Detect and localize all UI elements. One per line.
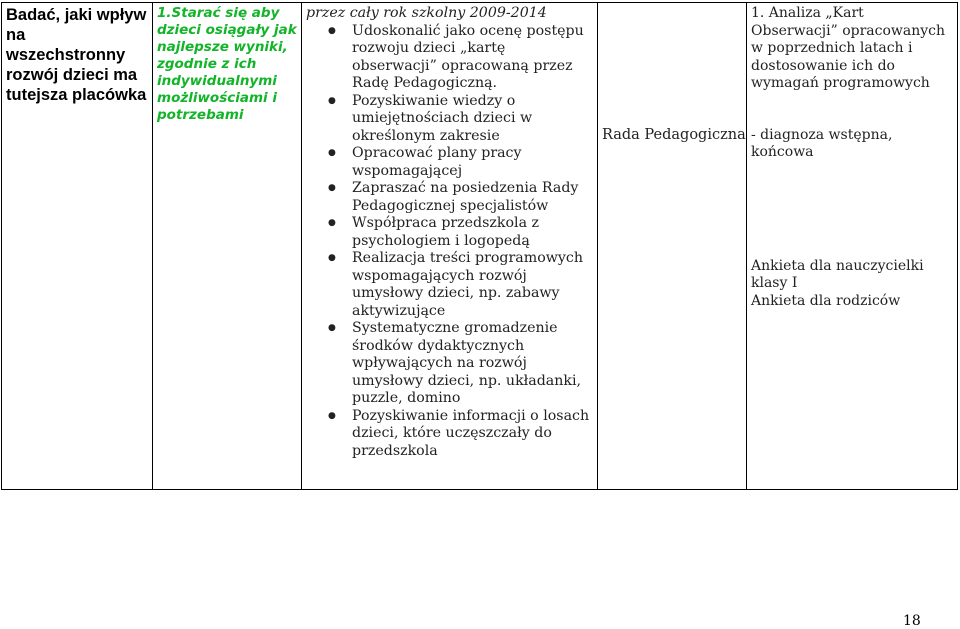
- evaluation-item: Ankieta dla nauczycielki klasy I: [751, 257, 924, 291]
- list-item: ● Realizacja treści programowych wspomagających rozwój umysłowy dzieci, np. zabawy aktywizujące: [306, 250, 593, 320]
- list-item: ● Opracować plany pracy wspomagającej: [306, 145, 593, 180]
- list-item: ● Zapraszać na posiedzenia Rady Pedagogicznej specjalistów: [306, 180, 593, 215]
- period-text: przez cały rok szkolny 2009-2014: [306, 5, 547, 21]
- responsible-cell: [598, 3, 747, 490]
- actions-cell: [302, 3, 598, 490]
- goal-cell: [2, 3, 153, 490]
- evaluation-item: 1. Analiza „Kart Obserwacji” opracowanych w poprzednich latach i dostosowanie ich do wymagań programowych: [751, 5, 946, 91]
- responsible-text: Rada Pedagogiczna: [602, 127, 746, 143]
- page-number: 18: [903, 613, 921, 629]
- plan-table: [1, 2, 958, 490]
- task-text: 1.Starać się aby dzieci osiągały jak najlepsze wyniki, zgodnie z ich indywidualnymi możliwościami i potrzebami: [157, 5, 297, 123]
- evaluation-item: - diagnoza wstępna, końcowa: [751, 126, 893, 160]
- list-item: ● Współpraca przedszkola z psychologiem i logopedą: [306, 215, 593, 250]
- list-item: ● Pozyskiwanie wiedzy o umiejętnościach dzieci w określonym zakresie: [306, 93, 593, 146]
- table-row: [2, 3, 958, 490]
- actions-list: [306, 23, 593, 461]
- list-item: ● Udoskonalić jako ocenę postępu rozwoju dzieci „kartę obserwacji” opracowaną przez Radę Pedagogiczną.: [306, 23, 593, 93]
- evaluation-item: Ankieta dla rodziców: [751, 292, 901, 309]
- list-item: ● Pozyskiwanie informacji o losach dzieci, które uczęszczały do przedszkola: [306, 408, 593, 461]
- list-item: ● Systematyczne gromadzenie środków dydaktycznych wpływających na rozwój umysłowy dzieci, np. układanki, puzzle, domino: [306, 320, 593, 408]
- evaluation-cell: [747, 3, 958, 490]
- goal-text: Badać, jaki wpływ na wszechstronny rozwój dzieci ma tutejsza placówka: [6, 6, 147, 104]
- task-cell: [153, 3, 302, 490]
